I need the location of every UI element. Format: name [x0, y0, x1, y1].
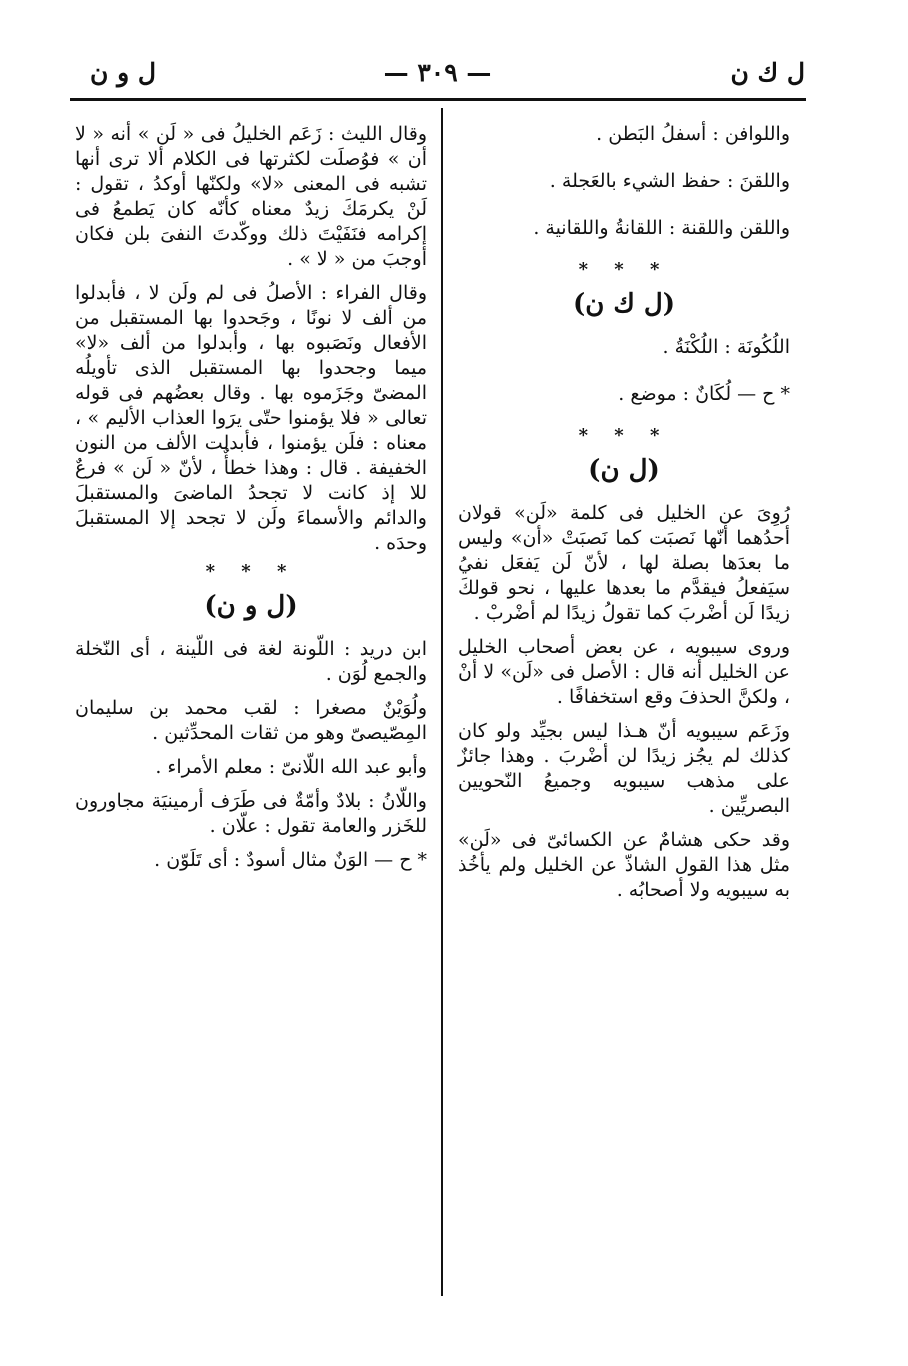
- paragraph: وقال الليث : زَعَم الخليلُ فى « لَن » أنه « لا أن » فوُصلَت لكثرتها فى الكلام ألا ترى أنها تشبه فى المعنى «لا» ولكنّها أوكدُ ، تقول : لَنْ يكرمَكَ زيدٌ معناه كأنّه كان يَطمعُ فى إكرامه فنَفَيْتَ ذلك ووكّدتَ النفىَ بلن فكان أوجبَ من « لا » .: [75, 123, 427, 270]
- column-divider: [441, 108, 443, 1296]
- paragraph: وزَعَم سيبويه أنّ هـذا ليس بجيِّد ولو كان كذلك لم يجُز زيدًا لن أضْربَ . وهذا جائزٌ على مذهب سيبويه وجميعُ النّحويين البصريِّين .: [458, 720, 790, 817]
- page-header: [70, 58, 805, 94]
- section-title-ln: (ل ن): [588, 455, 660, 485]
- section-title-lwn: (ل و ن): [204, 591, 298, 621]
- paragraph: وقال الفراء : الأصلُ فى لم ولَن لا ، فأبدلوا من ألف لا نونًا ، وجَحدوا بها المستقبل من الأفعال ونَصَبوه بها ، وأبدلوا من ألف «لا» ميما وجحدوا بها المستقبل الذى تأويلُه المضىّ وجَزَموه بها . وقال بعضُهم فى قوله تعالى « فلا يؤمنوا حتّى يرَوا العذاب الأليم » ، معناه : فلَن يؤمنوا ، فأبدلت الألف من النون الخفيفة . قال : وهذا خطأٌ ، لأنّ « لَن » فرعٌ للا إذ كانت لا تجحدُ الماضىَ والمستقبلَ والدائم والأسماءَ ولَن لا تجحد إلا المستقبلَ وحدَه .: [75, 282, 427, 554]
- entry-line: اللُكُونَة : اللُكْنَةُ .: [662, 336, 790, 358]
- header-root-right: ل ك ن: [730, 58, 805, 87]
- paragraph: وروى سيبويه ، عن بعض أصحاب الخليل عن الخليل أنه قال : الأصل فى «لَن» لا أنْ ، ولكنَّ الحذفَ وقع استخفافًا .: [458, 636, 790, 708]
- entry-line: واللوافن : أسفلُ البَطن .: [596, 123, 790, 145]
- paragraph: وقد حكى هشامٌ عن الكسائىّ فى «لَن» مثل هذا القول الشاذّ عن الخليل ولم يأخُذ به سيبويه ولا أصحابُه .: [458, 829, 790, 901]
- right-column: [458, 122, 790, 912]
- section-title-lkn: (ل ك ن): [572, 289, 676, 319]
- entry-line: * ح — لُكَانٌ : موضع .: [618, 383, 790, 405]
- paragraph: ولُوَيْنٌ مصغرا : لقب محمد بن سليمان المِصّيصىّ وهو من ثقات المحدِّثين .: [75, 697, 427, 744]
- left-column: [75, 122, 427, 882]
- entry-line: واللقن واللقنة : اللقانةُ واللقانية .: [533, 217, 790, 239]
- paragraph: وأبو عبد الله اللّانىّ : معلم الأمراء .: [155, 756, 427, 778]
- paragraph: * ح — الوَنٌ مثال أسودٌ : أى تَلَوّن .: [154, 849, 427, 871]
- page-number: — ٣٠٩ —: [383, 58, 492, 87]
- paragraph: رُوِىَ عن الخليل فى كلمة «لَن» قولان أحدُهما أنّها نَصبَت كما نَصبَتْ «أن» وليس ما بعدَها بصلة لها ، لأنّ لَن يَفعَل نفيُ سيَفعلُ فيقدَّم ما بعدها عليها ، نحو قولكَ زيدًا لَن أضْربَ كما تقولُ زيدًا لم أضْربْ .: [458, 502, 790, 624]
- section-separator: * * *: [578, 425, 670, 446]
- section-separator: * * *: [205, 561, 297, 582]
- paragraph: واللّانُ : بلادٌ وأمّةٌ فى طَرَف أرمينيَة مجاورون للخَزر والعامة تقول : علّان .: [75, 790, 427, 837]
- entry-line: واللقنَ : حفظ الشيء بالعَجلة .: [549, 170, 790, 192]
- header-root-left: ل و ن: [90, 58, 157, 87]
- paragraph: ابن دريد : اللّونة لغة فى اللّينة ، أى النّخلة والجمع لُوَن .: [75, 638, 427, 685]
- section-separator: * * *: [578, 259, 670, 280]
- header-rule: [70, 98, 806, 101]
